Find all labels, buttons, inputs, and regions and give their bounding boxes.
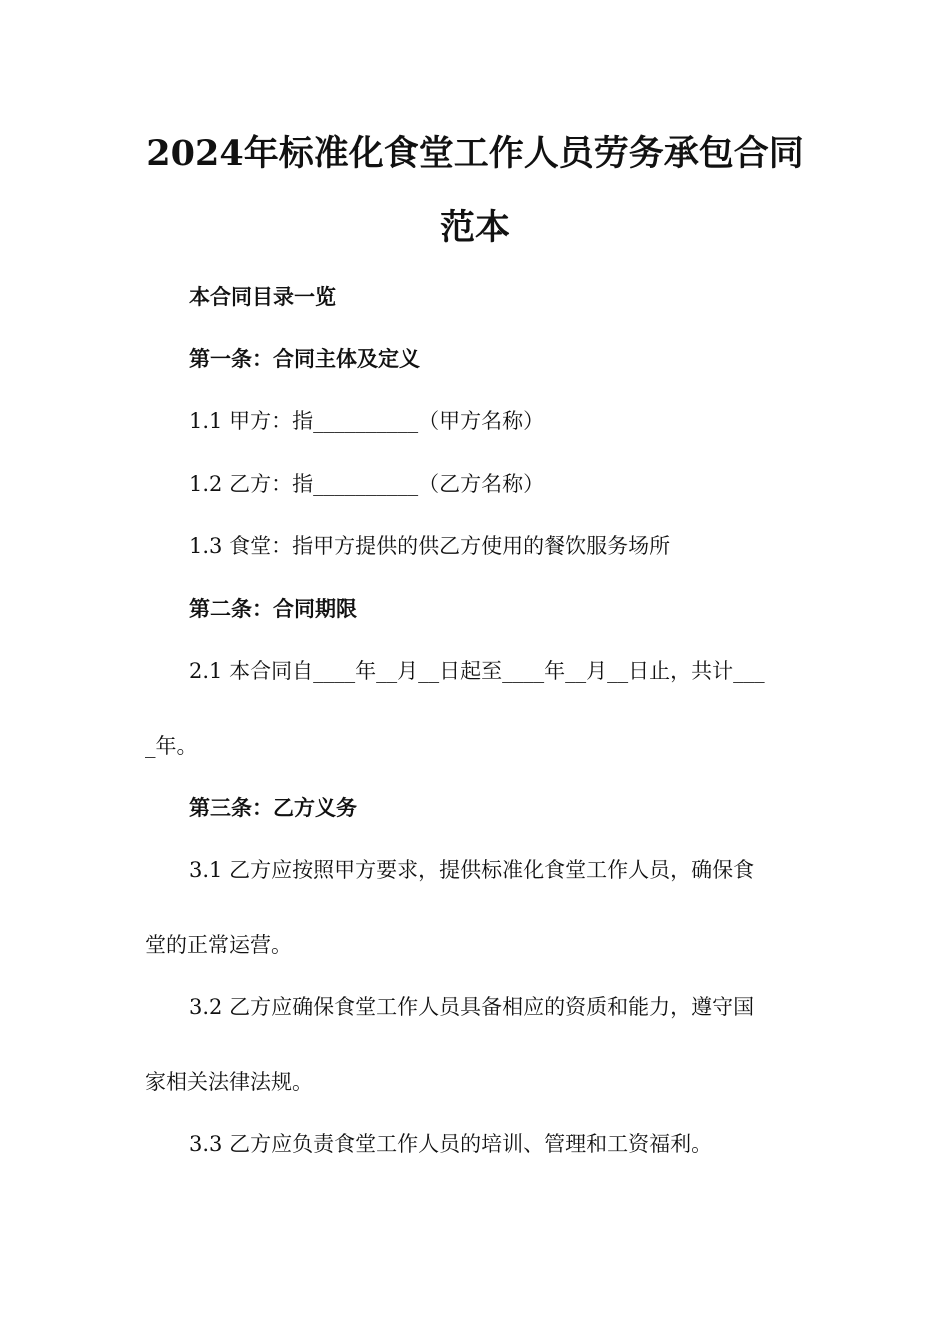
article-3-heading: 第三条：乙方义务 xyxy=(189,796,357,820)
clause-3-1-line-1: 3.1 乙方应按照甲方要求，提供标准化食堂工作人员，确保食 xyxy=(189,858,755,882)
clause-2-1-line-1: 2.1 本合同自____年__月__日起至____年__月__日止，共计___ xyxy=(189,659,765,683)
article-2-heading: 第二条：合同期限 xyxy=(189,597,357,621)
document-title-line-2: 范本 xyxy=(439,207,510,248)
clause-3-2-line-2: 家相关法律法规。 xyxy=(145,1070,313,1094)
clause-3-3: 3.3 乙方应负责食堂工作人员的培训、管理和工资福利。 xyxy=(189,1132,713,1156)
clause-1-2: 1.2 乙方：指__________（乙方名称） xyxy=(189,472,545,496)
toc-heading: 本合同目录一览 xyxy=(189,285,336,309)
clause-2-1-line-2: _年。 xyxy=(145,734,198,758)
clause-3-2-line-1: 3.2 乙方应确保食堂工作人员具备相应的资质和能力，遵守国 xyxy=(189,995,755,1019)
article-1-heading: 第一条：合同主体及定义 xyxy=(189,347,420,371)
document-title-line-1: 2024年标准化食堂工作人员劳务承包合同 xyxy=(146,133,804,174)
clause-1-1: 1.1 甲方：指__________（甲方名称） xyxy=(189,409,545,433)
clause-1-3: 1.3 食堂：指甲方提供的供乙方使用的餐饮服务场所 xyxy=(189,534,671,558)
clause-3-1-line-2: 堂的正常运营。 xyxy=(145,933,292,957)
